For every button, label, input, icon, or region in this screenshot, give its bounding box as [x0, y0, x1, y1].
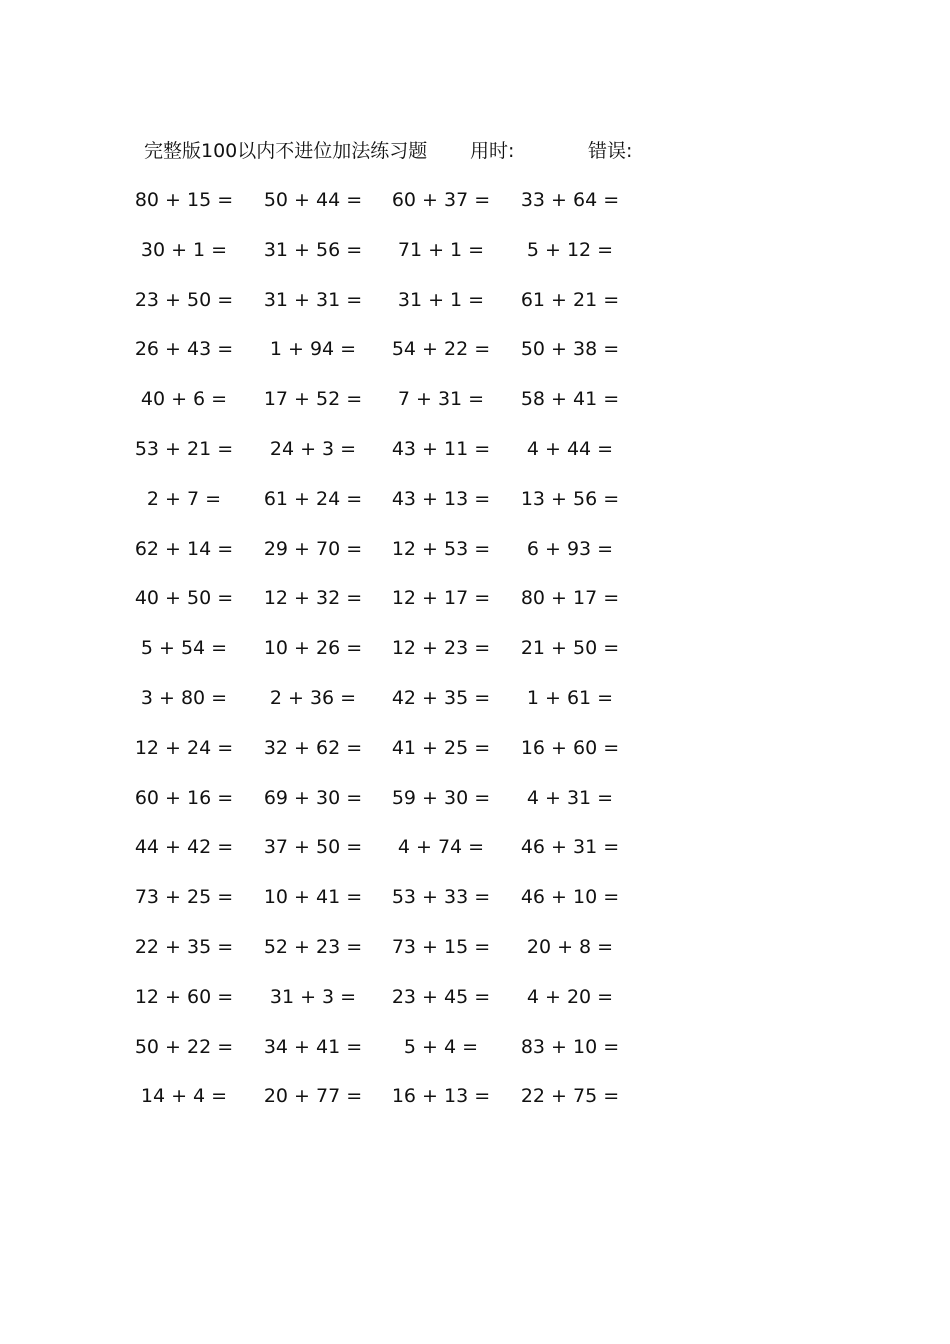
addition-problem: 73 + 15 =	[391, 935, 491, 958]
addition-problem: 71 + 1 =	[397, 238, 485, 261]
addition-problem: 50 + 22 =	[134, 1035, 234, 1058]
addition-problem: 83 + 10 =	[520, 1035, 620, 1058]
addition-problem: 37 + 50 =	[263, 836, 363, 859]
problem-row	[0, 633, 950, 683]
addition-problem: 20 + 77 =	[263, 1085, 363, 1108]
problem-row	[0, 185, 950, 235]
addition-problem: 32 + 62 =	[263, 736, 363, 759]
problem-row	[0, 1081, 950, 1131]
addition-problem: 5 + 4 =	[403, 1035, 479, 1058]
addition-problem: 43 + 13 =	[391, 487, 491, 510]
addition-problem: 33 + 64 =	[520, 189, 620, 211]
addition-problem: 4 + 20 =	[526, 985, 614, 1008]
problem-row	[0, 534, 950, 584]
addition-problem: 31 + 1 =	[397, 288, 485, 311]
problem-row	[0, 733, 950, 783]
worksheet-title: 完整版100以内不进位加法练习题	[144, 140, 428, 162]
problem-row	[0, 932, 950, 982]
addition-problem: 40 + 50 =	[134, 587, 234, 610]
addition-problem: 5 + 54 =	[140, 637, 228, 660]
addition-problem: 80 + 17 =	[520, 587, 620, 610]
problem-row	[0, 285, 950, 335]
addition-problem: 40 + 6 =	[140, 388, 228, 411]
problem-grid	[0, 185, 950, 1131]
addition-problem: 2 + 7 =	[146, 487, 222, 510]
addition-problem: 12 + 17 =	[391, 587, 491, 610]
addition-problem: 69 + 30 =	[263, 786, 363, 809]
addition-problem: 2 + 36 =	[269, 686, 357, 709]
addition-problem: 13 + 56 =	[520, 487, 620, 510]
addition-problem: 44 + 42 =	[134, 836, 234, 859]
problem-row	[0, 683, 950, 733]
worksheet-header	[144, 136, 704, 166]
addition-problem: 42 + 35 =	[391, 686, 491, 709]
addition-problem: 60 + 16 =	[134, 786, 234, 809]
error-count-label: 错误:	[588, 140, 633, 162]
problem-row	[0, 384, 950, 434]
problem-row	[0, 783, 950, 833]
addition-problem: 60 + 37 =	[391, 189, 491, 211]
addition-problem: 43 + 11 =	[391, 437, 491, 460]
addition-problem: 61 + 21 =	[520, 288, 620, 311]
addition-problem: 29 + 70 =	[263, 537, 363, 560]
problem-row	[0, 434, 950, 484]
addition-problem: 31 + 31 =	[263, 288, 363, 311]
addition-problem: 23 + 45 =	[391, 985, 491, 1008]
addition-problem: 12 + 23 =	[391, 637, 491, 660]
addition-problem: 61 + 24 =	[263, 487, 363, 510]
problem-row	[0, 484, 950, 534]
addition-problem: 1 + 61 =	[526, 686, 614, 709]
addition-problem: 1 + 94 =	[269, 338, 357, 361]
addition-problem: 53 + 21 =	[134, 437, 234, 460]
addition-problem: 6 + 93 =	[526, 537, 614, 560]
addition-problem: 12 + 53 =	[391, 537, 491, 560]
time-used-label: 用时:	[470, 140, 515, 162]
addition-problem: 14 + 4 =	[140, 1085, 228, 1108]
addition-problem: 10 + 26 =	[263, 637, 363, 660]
addition-problem: 50 + 38 =	[520, 338, 620, 361]
problem-row	[0, 832, 950, 882]
addition-problem: 52 + 23 =	[263, 935, 363, 958]
addition-problem: 23 + 50 =	[134, 288, 234, 311]
addition-problem: 41 + 25 =	[391, 736, 491, 759]
problem-row	[0, 334, 950, 384]
addition-problem: 5 + 12 =	[526, 238, 614, 261]
addition-problem: 73 + 25 =	[134, 886, 234, 909]
addition-problem: 31 + 56 =	[263, 238, 363, 261]
addition-problem: 34 + 41 =	[263, 1035, 363, 1058]
addition-problem: 4 + 31 =	[526, 786, 614, 809]
addition-problem: 10 + 41 =	[263, 886, 363, 909]
addition-problem: 21 + 50 =	[520, 637, 620, 660]
problem-row	[0, 583, 950, 633]
addition-problem: 30 + 1 =	[140, 238, 228, 261]
addition-problem: 16 + 60 =	[520, 736, 620, 759]
addition-problem: 46 + 31 =	[520, 836, 620, 859]
addition-problem: 4 + 44 =	[526, 437, 614, 460]
addition-problem: 7 + 31 =	[397, 388, 485, 411]
addition-problem: 16 + 13 =	[391, 1085, 491, 1108]
problem-row	[0, 1032, 950, 1082]
addition-problem: 12 + 60 =	[134, 985, 234, 1008]
addition-problem: 50 + 44 =	[263, 189, 363, 211]
addition-problem: 24 + 3 =	[269, 437, 357, 460]
addition-problem: 31 + 3 =	[269, 985, 357, 1008]
addition-problem: 26 + 43 =	[134, 338, 234, 361]
addition-problem: 62 + 14 =	[134, 537, 234, 560]
addition-problem: 59 + 30 =	[391, 786, 491, 809]
addition-problem: 20 + 8 =	[526, 935, 614, 958]
addition-problem: 46 + 10 =	[520, 886, 620, 909]
addition-problem: 4 + 74 =	[397, 836, 485, 859]
addition-problem: 54 + 22 =	[391, 338, 491, 361]
problem-row	[0, 982, 950, 1032]
addition-problem: 53 + 33 =	[391, 886, 491, 909]
addition-problem: 3 + 80 =	[140, 686, 228, 709]
addition-problem: 12 + 32 =	[263, 587, 363, 610]
problem-row	[0, 882, 950, 932]
addition-problem: 80 + 15 =	[134, 189, 234, 211]
addition-problem: 12 + 24 =	[134, 736, 234, 759]
addition-problem: 17 + 52 =	[263, 388, 363, 411]
addition-problem: 22 + 75 =	[520, 1085, 620, 1108]
addition-problem: 22 + 35 =	[134, 935, 234, 958]
problem-row	[0, 235, 950, 285]
addition-problem: 58 + 41 =	[520, 388, 620, 411]
